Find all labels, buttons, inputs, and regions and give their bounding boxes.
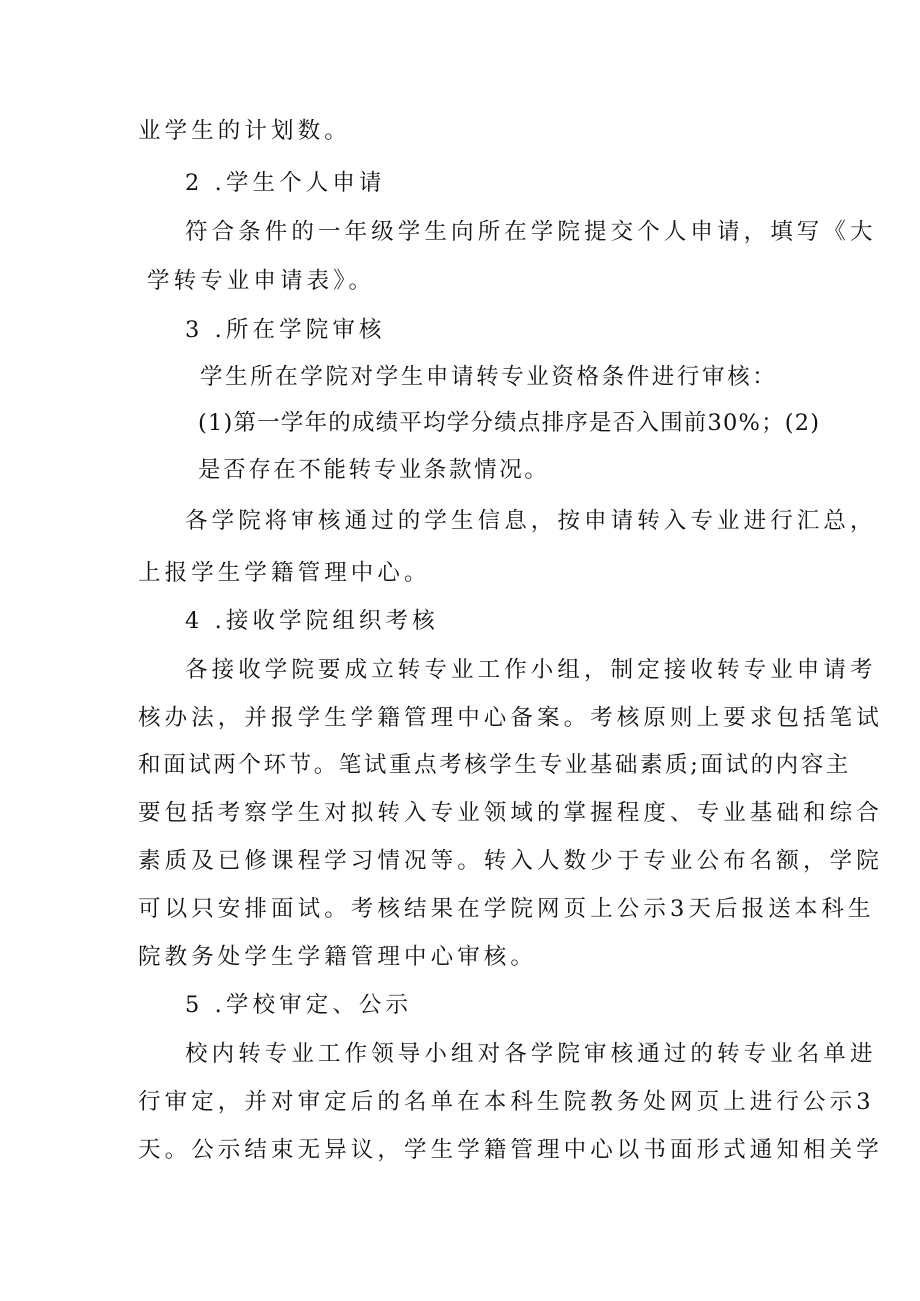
paragraph-line-15: 要包括考察学生对拟转入专业领域的掌握程度、专业基础和综合: [138, 800, 883, 826]
paragraph-line-9: 各学院将审核通过的学生信息，按申请转入专业进行汇总，: [185, 508, 877, 534]
paragraph-line-20: 校内转专业工作领导小组对各学院审核通过的转专业名单进: [185, 1041, 877, 1067]
paragraph-line-10: 上报学生学籍管理中心。: [138, 560, 431, 586]
section-heading-5: 5 .学校审定、公示: [185, 992, 413, 1018]
paragraph-line-21: 行审定，并对审定后的名单在本科生院教务处网页上进行公示3: [138, 1089, 875, 1115]
paragraph-line-14: 和面试两个环节。笔试重点考核学生专业基础素质;面试的内容主: [138, 752, 851, 778]
paragraph-line-8: 是否存在不能转专业条款情况。: [198, 457, 550, 483]
paragraph-line-4: 学转专业申请表》。: [147, 268, 376, 294]
paragraph-line-12: 各接收学院要成立转专业工作小组，制定接收转专业申请考: [185, 657, 877, 683]
paragraph-line-3: 符合条件的一年级学生向所在学院提交个人申请，填写《大: [185, 219, 877, 245]
paragraph-line-22: 天。公示结束无异议，学生学籍管理中心以书面形式通知相关学: [138, 1137, 883, 1163]
section-heading-4: 4 .接收学院组织考核: [185, 608, 439, 634]
paragraph-line-6: 学生所在学院对学生申请转专业资格条件进行审核：: [200, 364, 778, 390]
paragraph-line-16: 素质及已修课程学习情况等。转入人数少于专业公布名额，学院: [138, 848, 883, 874]
paragraph-line-13: 核办法，并报学生学籍管理中心备案。考核原则上要求包括笔试: [138, 705, 883, 731]
section-heading-3: 3 .所在学院审核: [185, 317, 386, 343]
paragraph-line-1: 业学生的计划数。: [138, 118, 351, 144]
paragraph-line-17: 可以只安排面试。考核结果在学院网页上公示3天后报送本科生: [138, 896, 875, 922]
paragraph-line-18: 院教务处学生学籍管理中心审核。: [138, 944, 538, 970]
section-heading-2: 2 .学生个人申请: [185, 170, 386, 196]
paragraph-line-7: (1)第一学年的成绩平均学分绩点排序是否入围前30%；(2): [198, 410, 821, 436]
